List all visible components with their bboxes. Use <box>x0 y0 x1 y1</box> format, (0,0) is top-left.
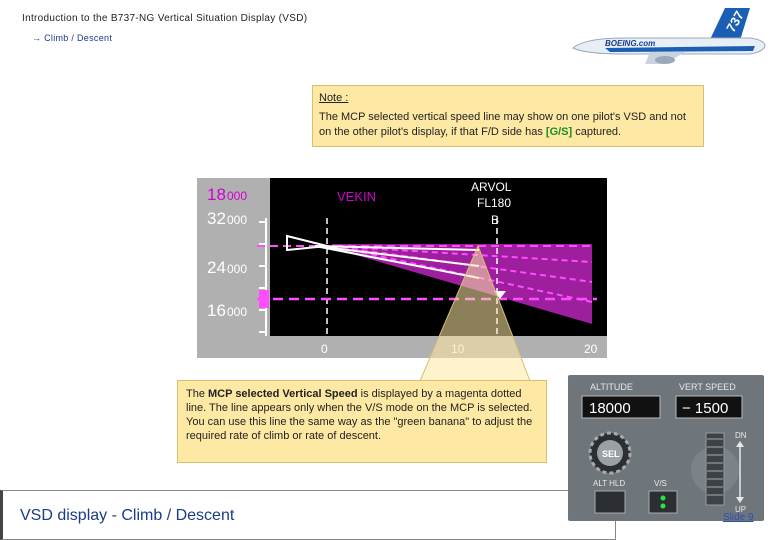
vs-arrow-head <box>736 497 744 503</box>
up-label: UP <box>735 505 747 514</box>
altitude-value: 18000 <box>589 400 631 417</box>
gs-mode-text: [G/S] <box>545 126 573 138</box>
note-text-part2: captured. <box>572 126 622 138</box>
callout-bold-text: MCP selected Vertical Speed <box>208 388 358 400</box>
note-title: Note : <box>319 92 349 104</box>
alt-label-24: 24 <box>207 258 226 277</box>
vs-thumbwheel <box>706 433 724 505</box>
range-label-0: 0 <box>321 342 328 356</box>
note-text-part1: The MCP selected vertical speed line may show on one pilot's VSD and not on the other pilot's display, if that F/D side has <box>319 111 686 138</box>
slide-number[interactable]: Slide 9 <box>723 512 754 523</box>
page-title: Introduction to the B737-NG Vertical Situation Display (VSD) <box>22 13 308 24</box>
waypoint-arvol-constraint: B <box>491 213 500 227</box>
vs-button <box>649 491 677 513</box>
selected-altitude-major: 18 <box>207 185 226 204</box>
selected-altitude-minor: 000 <box>227 189 248 203</box>
callout-para2: You can use this line the same way as the "green banana" to adjust the required rate of climb or rate of descent. <box>186 416 533 442</box>
waypoint-arvol-name: ARVOL <box>471 180 512 194</box>
mcp-panel <box>568 375 764 521</box>
tail-text: 737 <box>723 8 747 35</box>
alt-label-32-minor: 000 <box>227 213 248 227</box>
vs-arrow-head <box>736 441 744 447</box>
vert-speed-label: VERT SPEED <box>679 382 736 392</box>
alt-label-16-minor: 000 <box>227 305 248 319</box>
callout-text-part2: is displayed by a magenta dotted line. The line appears only when the V/S mode on the MCP is selected. <box>186 388 533 414</box>
callout-para1 <box>186 387 538 415</box>
vs-button-light <box>661 496 666 501</box>
altitude-label: ALTITUDE <box>590 382 633 392</box>
vs-callout <box>177 380 547 463</box>
sel-label: SEL <box>602 449 620 459</box>
callout-text-part1: The <box>186 388 209 400</box>
alt-hold-button <box>595 491 625 513</box>
alt-label-24-minor: 000 <box>227 262 248 276</box>
alt-label-16: 16 <box>207 301 226 320</box>
footer-title: VSD display - Climb / Descent <box>20 507 235 524</box>
alt-hold-label: ALT HLD <box>593 479 626 488</box>
vs-button-label: V/S <box>654 479 667 488</box>
waypoint-arvol-alt: FL180 <box>477 196 512 210</box>
dn-label: DN <box>735 431 747 440</box>
waypoint-vekin: VEKIN <box>337 189 377 204</box>
alt-label-32: 32 <box>207 209 226 228</box>
callout-pointer-shape <box>420 246 530 381</box>
range-label-20: 20 <box>584 342 598 356</box>
breadcrumb[interactable]: → Climb / Descent <box>32 33 113 43</box>
vs-value: − 1500 <box>682 400 729 417</box>
vs-button-light <box>661 504 666 509</box>
fuselage-text: BOEING.com <box>605 39 656 48</box>
